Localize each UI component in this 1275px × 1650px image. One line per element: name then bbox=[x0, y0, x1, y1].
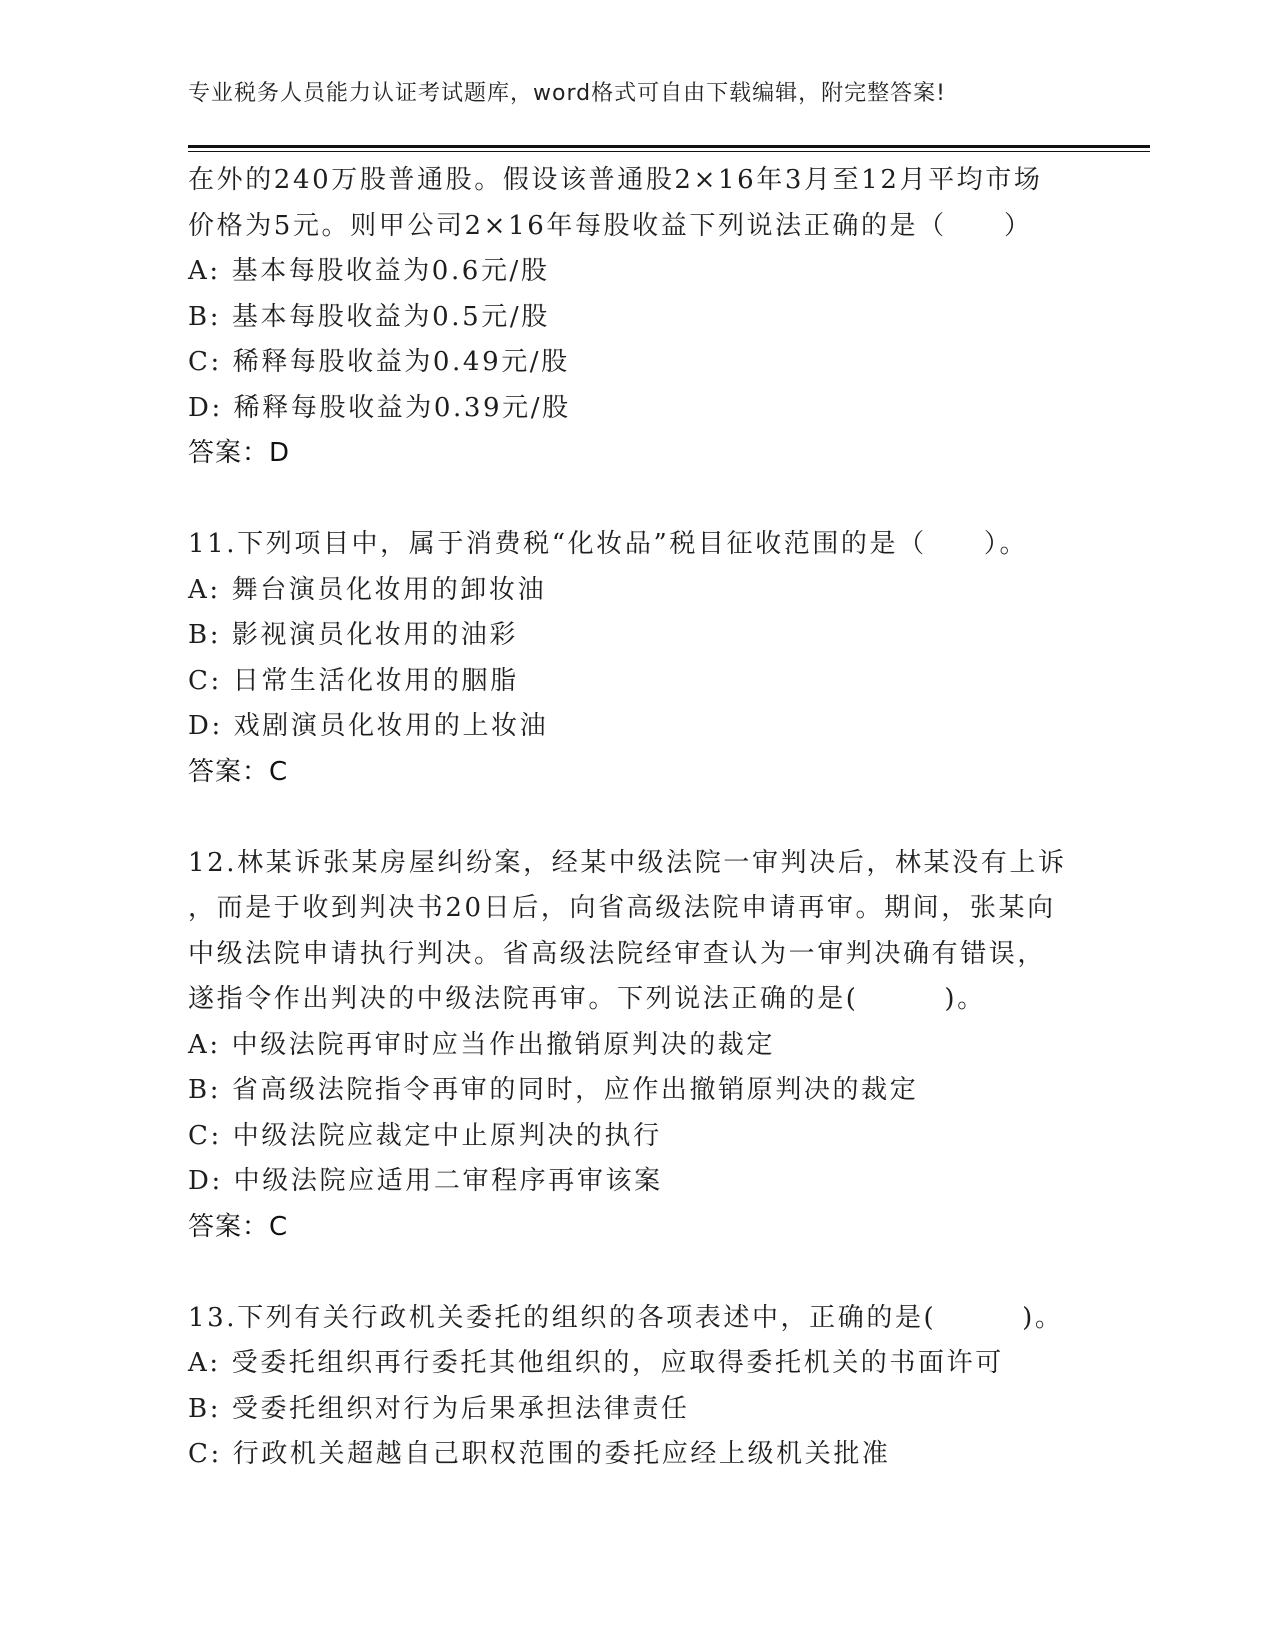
option-d: D: 戏剧演员化妆用的上妆油 bbox=[188, 711, 549, 741]
option-b: B: 省高级法院指令再审的同时，应作出撤销原判决的裁定 bbox=[188, 1075, 919, 1105]
question-block bbox=[188, 158, 1088, 477]
question-block bbox=[188, 522, 1088, 795]
option-b: B: 基本每股收益为0.5元/股 bbox=[188, 301, 550, 332]
answer-line: 答案：C bbox=[188, 1211, 289, 1242]
option-c: C: 日常生活化妆用的胭脂 bbox=[188, 665, 519, 696]
answer-line: 答案：C bbox=[188, 756, 289, 787]
question-block bbox=[188, 1296, 1088, 1478]
question-text-line: 中级法院申请执行判决。省高级法院经审查认为一审判决确有错误， bbox=[188, 938, 1047, 969]
question-text-line: 13.下列有关行政机关委托的组织的各项表述中，正确的是( )。 bbox=[188, 1302, 1064, 1333]
option-d: D: 稀释每股收益为0.39元/股 bbox=[188, 392, 571, 423]
page-header: 专业税务人员能力认证考试题库，word格式可自由下载编辑，附完整答案! bbox=[188, 81, 946, 106]
option-c: C: 行政机关超越自己职权范围的委托应经上级机关批准 bbox=[188, 1439, 891, 1469]
question-text-line: ，而是于收到判决书20日后，向省高级法院申请再审。期间，张某向 bbox=[188, 893, 1056, 923]
block-spacer bbox=[188, 477, 1088, 523]
option-d: D: 中级法院应适用二审程序再审该案 bbox=[188, 1166, 663, 1196]
option-a: A: 舞台演员化妆用的卸妆油 bbox=[188, 574, 547, 605]
header-rule-thick bbox=[188, 145, 1150, 148]
block-spacer bbox=[188, 795, 1088, 841]
block-spacer bbox=[188, 1250, 1088, 1296]
option-b: B: 影视演员化妆用的油彩 bbox=[188, 620, 518, 650]
option-c: C: 中级法院应裁定中止原判决的执行 bbox=[188, 1120, 662, 1151]
question-block bbox=[188, 841, 1088, 1251]
question-list bbox=[188, 158, 1088, 1478]
option-a: A: 受委托组织再行委托其他组织的，应取得委托机关的书面许可 bbox=[188, 1348, 1004, 1378]
header-rule-thin bbox=[188, 151, 1150, 152]
question-text-line: 遂指令作出判决的中级法院再审。下列说法正确的是( )。 bbox=[188, 984, 986, 1014]
question-text-line: 价格为5元。则甲公司2×16年每股收益下列说法正确的是（ ） bbox=[188, 210, 1033, 241]
question-text-line: 11.下列项目中，属于消费税“化妆品”税目征收范围的是（ ）。 bbox=[188, 529, 1029, 559]
answer-line: 答案：D bbox=[188, 438, 291, 468]
question-text-line: 在外的240万股普通股。假设该普通股2×16年3月至12月平均市场 bbox=[188, 165, 1043, 195]
option-c: C: 稀释每股收益为0.49元/股 bbox=[188, 347, 570, 377]
option-a: A: 中级法院再审时应当作出撤销原判决的裁定 bbox=[188, 1029, 776, 1060]
option-b: B: 受委托组织对行为后果承担法律责任 bbox=[188, 1393, 690, 1424]
question-text-line: 12.林某诉张某房屋纠纷案，经某中级法院一审判决后，林某没有上诉 bbox=[188, 847, 1067, 878]
option-a: A: 基本每股收益为0.6元/股 bbox=[188, 256, 550, 286]
